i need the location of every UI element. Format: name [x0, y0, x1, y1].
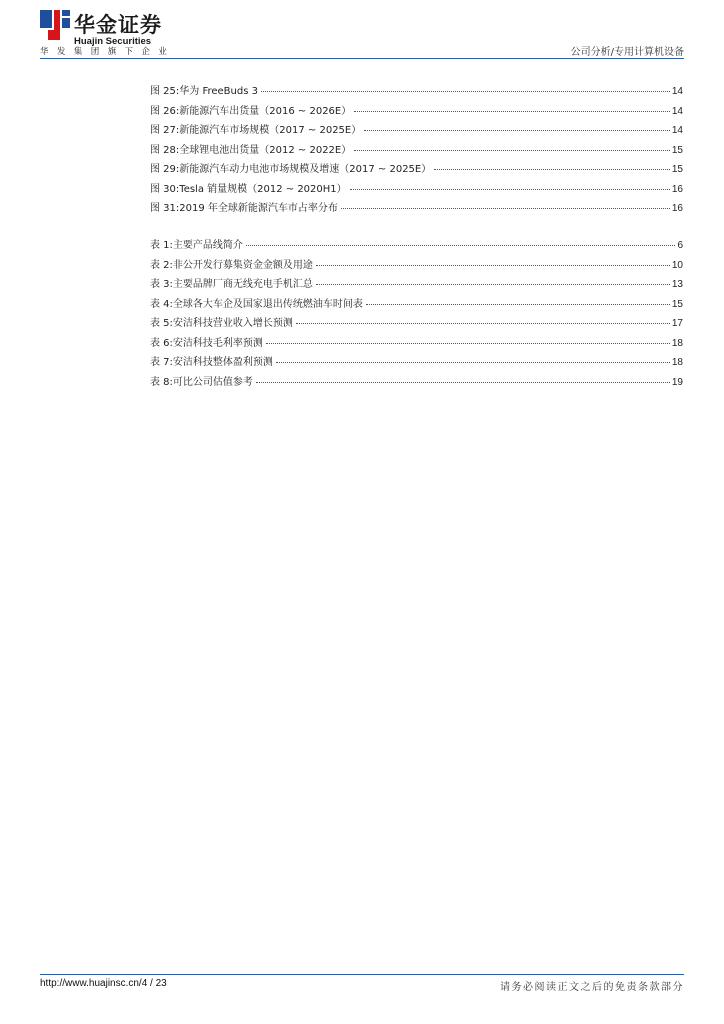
dot-leader	[246, 245, 676, 246]
dot-leader	[341, 208, 670, 209]
toc-entry-title: 新能源汽车出货量（2016 ~ 2026E）	[179, 105, 352, 117]
toc-entry-label: 图 30:	[150, 183, 180, 195]
report-category: 公司分析/专用计算机设备	[570, 47, 684, 58]
group-slogan: 华发集团旗下企业	[40, 47, 176, 57]
dot-leader	[364, 130, 670, 131]
toc-entry-figure[interactable]	[150, 121, 683, 141]
toc-entry-table[interactable]	[150, 256, 683, 276]
toc-entry-title: 新能源汽车动力电池市场规模及增速（2017 ~ 2025E）	[179, 164, 432, 175]
toc-entry-page: 19	[671, 376, 683, 388]
toc-entry-figure[interactable]	[150, 141, 683, 161]
dot-leader	[261, 91, 670, 92]
toc-entry-table[interactable]	[150, 236, 683, 256]
toc-entry-table[interactable]	[150, 314, 683, 334]
toc-entry-page: 17	[671, 318, 683, 329]
toc-entry-page: 15	[671, 144, 683, 156]
figure-index	[150, 82, 683, 219]
toc-entry-label: 表 8:	[150, 376, 173, 388]
toc-entry-title: 非公开发行募集资金金额及用途	[172, 259, 313, 271]
dot-leader	[266, 343, 670, 344]
logo-english-name: Huajin Securities	[74, 36, 152, 47]
toc-entry-label: 图 26:	[150, 105, 180, 117]
toc-entry-table[interactable]	[150, 275, 683, 295]
dot-leader	[350, 189, 670, 190]
toc-entry-title: 全球各大车企及国家退出传统燃油车时间表	[172, 298, 363, 310]
toc-entry-title: 安洁科技毛利率预测	[172, 337, 263, 349]
toc-entry-title: 新能源汽车市场规模（2017 ~ 2025E）	[179, 125, 362, 136]
footer-divider	[40, 974, 684, 975]
toc-entry-label: 图 29:	[150, 164, 180, 175]
toc-entry-title: 2019 年全球新能源汽车市占率分布	[179, 203, 338, 214]
toc-entry-table[interactable]	[150, 353, 683, 373]
toc-entry-page: 14	[671, 105, 683, 117]
toc-entry-title: 安洁科技营业收入增长预测	[172, 318, 293, 329]
toc-entry-page: 15	[671, 298, 683, 310]
toc-entry-title: 安洁科技整体盈利预测	[172, 357, 273, 368]
toc-entry-page: 16	[671, 203, 683, 214]
dot-leader	[316, 265, 670, 266]
toc-entry-title: 华为 FreeBuds 3	[179, 86, 258, 97]
toc-entry-label: 表 3:	[150, 279, 173, 290]
toc-entry-figure[interactable]	[150, 180, 683, 200]
toc-entry-title: Tesla 销量规模（2012 ~ 2020H1）	[179, 183, 347, 195]
toc-entry-page: 14	[671, 86, 683, 97]
toc-entry-page: 18	[671, 337, 683, 349]
dot-leader	[434, 169, 670, 170]
toc-entry-label: 表 4:	[150, 298, 173, 310]
toc-entry-figure[interactable]	[150, 102, 683, 122]
toc-entry-title: 可比公司估值参考	[172, 376, 253, 388]
footer-disclaimer: 请务必阅读正文之后的免责条款部分	[500, 982, 684, 993]
toc-entry-page: 18	[671, 357, 683, 368]
dot-leader	[276, 362, 670, 363]
toc-entry-label: 表 7:	[150, 357, 173, 368]
toc-entry-label: 表 2:	[150, 259, 173, 271]
toc-entry-label: 表 5:	[150, 318, 173, 329]
dot-leader	[316, 284, 670, 285]
toc-entry-label: 图 27:	[150, 125, 180, 136]
dot-leader	[354, 111, 670, 112]
toc-entry-page: 13	[671, 279, 683, 290]
footer-url-page[interactable]: http://www.huajinsc.cn/4 / 23	[40, 978, 167, 989]
toc-entry-table[interactable]	[150, 334, 683, 354]
huajin-logo-icon	[40, 8, 70, 44]
toc-entry-figure[interactable]	[150, 199, 683, 219]
toc-entry-table[interactable]	[150, 373, 683, 393]
toc-entry-table[interactable]	[150, 295, 683, 315]
dot-leader	[366, 304, 670, 305]
toc-entry-label: 图 31:	[150, 203, 180, 214]
toc-entry-label: 图 28:	[150, 144, 180, 156]
dot-leader	[354, 150, 670, 151]
toc-entry-page: 6	[677, 240, 683, 251]
toc-entry-title: 全球锂电池出货量（2012 ~ 2022E）	[179, 144, 352, 156]
dot-leader	[256, 382, 670, 383]
toc-entry-page: 10	[671, 259, 683, 271]
toc-entry-title: 主要产品线简介	[172, 240, 243, 251]
table-index	[150, 236, 683, 392]
toc-entry-figure[interactable]	[150, 82, 683, 102]
toc-entry-label: 表 6:	[150, 337, 173, 349]
toc-entry-page: 14	[671, 125, 683, 136]
toc-entry-page: 15	[671, 164, 683, 175]
logo-chinese-name: 华金证券	[74, 13, 162, 37]
toc-entry-label: 图 25:	[150, 86, 180, 97]
header-divider	[40, 58, 684, 59]
toc-entry-title: 主要品牌厂商无线充电手机汇总	[172, 279, 313, 290]
toc-entry-figure[interactable]	[150, 160, 683, 180]
dot-leader	[296, 323, 670, 324]
toc-entry-label: 表 1:	[150, 240, 173, 251]
toc-entry-page: 16	[671, 183, 683, 195]
